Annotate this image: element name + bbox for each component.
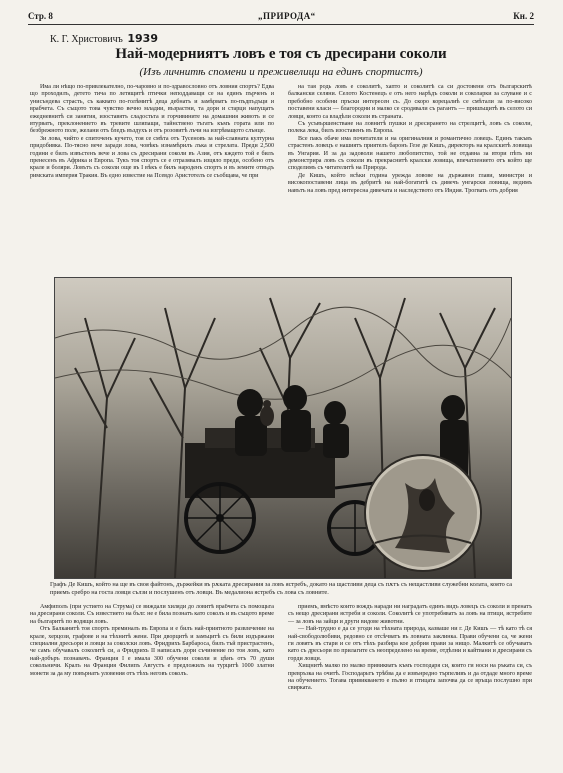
column-top-left <box>30 84 274 272</box>
falconry-hunt-photo <box>54 277 512 579</box>
article-subtitle: (Изъ личнитѣ спомени и преживелици на единъ спортистъ) <box>139 66 423 78</box>
paragraph: — Най-трудно е да се угоди на тѣхната природа, казвашe ни г. Де Кишъ — тѣ като тѣ ся най-свободолюбиви, редовно се отсѣчватъ въ ловната заклинка. Прави обучени са, че жени ги ловятъ въ стари и се отъ тѣхъ разбира кое добрия прави за нищо. Малкитѣ се обучаватъ като съ дресьори по прилагите съ неопределено на време, отдѣлни и кайтвани и дресирани съ горди ловци. <box>288 626 532 662</box>
journal-name: „ПРИРОДА“ <box>258 11 316 21</box>
paragraph: Съ усъвършенстване на ловнитѣ пушки и дресирането на стрелцитѣ, ловъ съ соколи, полека лека, билъ изоставенъ въ Европа. <box>288 121 532 135</box>
paragraph: Де Кишъ, който всѣки година урежда ловове на държавни глави, министри и високопоставени лица въ дебритѣ на най-богатитѣ съ дивечъ унгарски ловища, ведимъ навътъ на ловъ пред интересна дивечата и наследството отъ Индия. Трогвать отъ добрия <box>288 172 532 194</box>
paragraph: приемъ, вмѣсто които вождъ наради ни наградатъ единъ видъ ловецъ съ соколи и пренатъ съ нещо дресирани ястреби и соколи. Соколитѣ се употребяватъ за ловъ на птици, ястребите — за ловъ на зайци и други видове животни. <box>288 604 532 625</box>
photo-illustration <box>55 278 511 578</box>
handwritten-year: 1939 <box>127 32 158 45</box>
article-title: Най-модерниятъ ловъ е тоя съ дресирани соколи <box>115 46 447 62</box>
author-name: К. Г. Христовичъ <box>50 34 123 45</box>
issue-number: Кн. 2 <box>513 11 534 21</box>
paragraph: Зи лова, чийто е спиточенъ кучето, тоя се смѣта отъ Тусеновъ за най-славната културна придобивка. По-тясно вече заради лова, човѣкъ изнамѣрилъ лъка и стрелата. Преди 2,500 години е билъ извъстенъ вече и лова съ дресирани соколи въ Азия, отъ кждето той е билъ пренесенъ въ Африка и Европа. Тукъ тоя спортъ се е отразявалъ изцяло преди, особено отъ крале и боляри. Ловътъ съ соколи още въ I вѣкъ е билъ народенъ спортъ и въ земите отвъдъ римската империя Тракия. Въ едно известие на Псевдо Аристотелъ се съобщава, че при <box>30 135 274 179</box>
medallion-inset <box>365 455 481 571</box>
paragraph: Хищнитѣ малко по малко привикватъ къмъ господаря си, които ги носи на ръката си, съ превръзка на очитѣ. Господарьтъ трѣбва да е извънредно търпеливъ и да отдаде много време на обучението. Тогава привикването е пълно и птицата започва да се връща послушно при свирката. <box>288 663 532 692</box>
photo-caption: Графъ Де Кишъ, който на ще въ своя файтонъ, държейки въ рѫката дресирания за ловъ ястребъ, докато на щастливи деца съ пѫтъ съ нещастливи служебни колата, която са приемъ сребро на госта ловци сълзи и послушенъ отъ ловци. Въ медалиона ястребъ съ лова съ ловните. <box>50 581 512 596</box>
author-line <box>50 32 158 45</box>
column-bottom-right <box>288 604 532 760</box>
page-header <box>28 10 534 25</box>
paragraph: Отъ Балканитѣ тоя спортъ преминалъ въ Европа и е билъ най-приятното развлечение на крале, херцози, графове и на тѣхнитѣ жени. При дворцитѣ и замъцитѣ съ били издържани специални дресьори и ловци за соколски ловъ. Фридрихъ Барбароса, билъ тъй пристрастенъ, че самъ обучавалъ соколитѣ си, а Фридрихъ II написалъ дори съчинение по тоя ловъ, като най-добъръ познавачъ. Франция I е имала 300 обучени соколи и цѣнъ отъ 70 души сокольничи. Кралъ на Франция Филипъ Августъ е предложилъ на турцитѣ 1000 златни монети за да му повърнатъ уловения отъ тѣхъ неговъ соколъ. <box>30 626 274 677</box>
page-number: Стр. 8 <box>28 11 53 21</box>
column-bottom-left <box>30 604 274 760</box>
paragraph: Има ли нѣщо по-привлекателно, по-чаровно и по-здравословно отъ ловния спортъ? Едва що проходилъ, детето тича по летящитѣ птички неподдаващи се на единъ пърченъ и унисъндева страсть, съ каквато по-голѣмитѣ деца дебнатъ и замѣрватъ по-пъдпъдъци и врабчета. Съ същото това чувство вечно младии, възрастни, та дори и старци напущатъ ежедневнитѣ си занятия, изоставятъ сладостьта и горчивините на домашния животъ и се втурватъ, преклонението въ тревите шляпащи, тайнствено тъгатъ къмъ гората или по безбрежното поле, желани отъ бледъ въздухъ и отъ розовитѣ лъчи на изгрѣващото слънце. <box>30 84 274 135</box>
paragraph: на тая родь ловъ е соколитѣ, хапто и соколитѣ са си достовени отъ българскитѣ балкански селяни. Селото Костенецъ е отъ него нарѣдъ соколи и соколарки за слуване и с пребобно особени пръски интересен съ. До скоро корецалиѣ се смѣтали за по-високо поставени класи — благородни и малко се сродявали съ рагантъ — пришъщитѣ въ селото си ловци, конто са владѣли соколи въ страната. <box>288 84 532 120</box>
column-top-right <box>288 84 532 272</box>
newspaper-page <box>28 10 534 760</box>
paragraph: Амфиполъ (при устието на Струма) се виждали хиляди до ловитѣ врабчета съ помощьта на дресирани соколи. Съ известието на бълг. не е била познатъ като соколъ и въ същото време на българитѣ по водящи ловъ. <box>30 604 274 625</box>
paragraph: Все пакъ обаче има почитатели и на оригиналния и романтично ловецъ. Единъ такъвъ страстенъ ловецъ е нашиятъ приятелъ баронъ Гезе де Кишъ, директоръ на кралскитѣ ловища въ Унгария. И за да задоволи нашето любопитство, той не отдавна за втори пѣть ни демонстрира ловъ съ соколи въ прекраснитѣ кралски ловища, впечатлението отъ който ще споделимъ съ читателитѣ на Природа. <box>288 135 532 172</box>
